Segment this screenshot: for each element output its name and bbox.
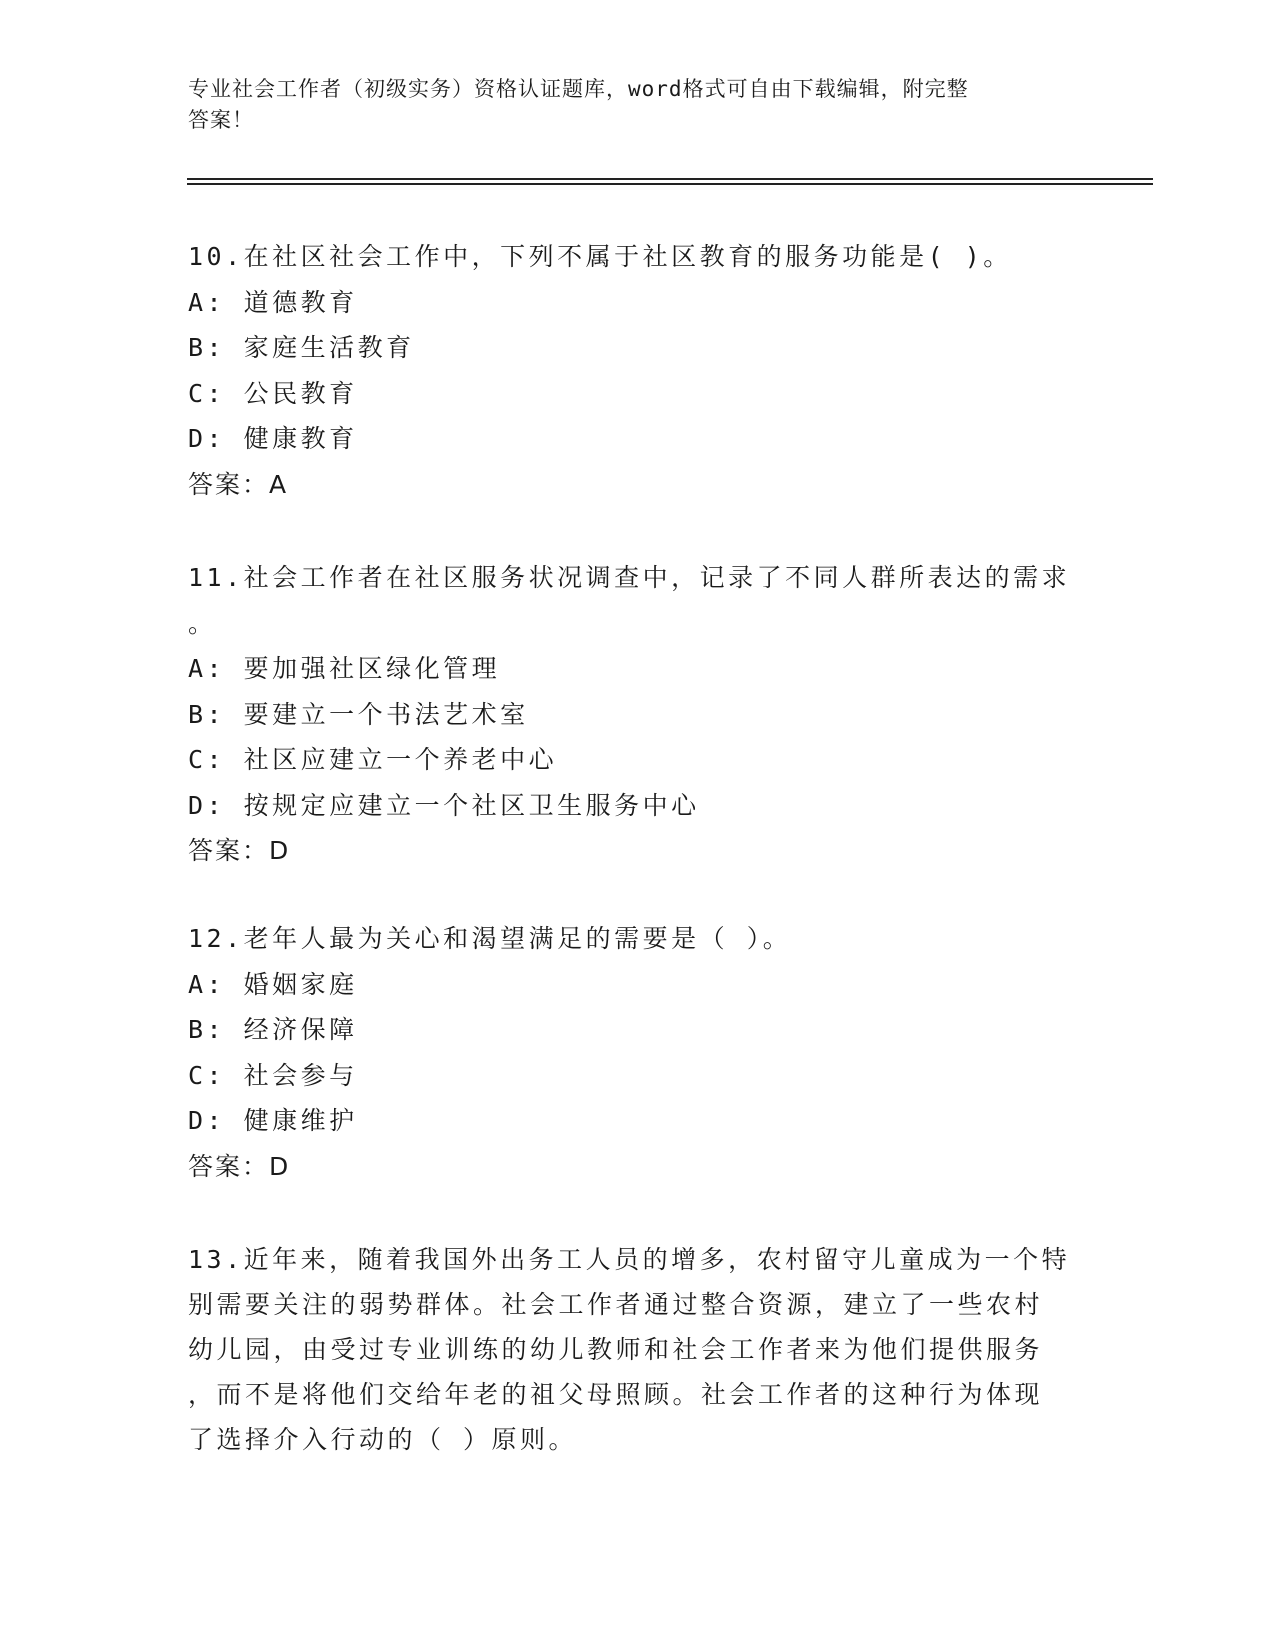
header-divider-bottom: [187, 183, 1153, 185]
question-stem-line-5: 了选择介入行动的（ ）原则。: [188, 1425, 578, 1454]
answer-text: 答案：D: [188, 836, 291, 865]
option-b: B: 要建立一个书法艺术室: [188, 699, 529, 729]
option-d: D: 健康维护: [188, 1106, 358, 1135]
question-11: [188, 555, 1088, 874]
answer-text: 答案：A: [188, 469, 289, 499]
question-stem: 10.在社区社会工作中，下列不属于社区教育的服务功能是( )。: [188, 242, 1012, 271]
question-stem-line-1: 13.近年来，随着我国外出务工人员的增多，农村留守儿童成为一个特: [188, 1245, 1071, 1274]
option-c: C: 公民教育: [188, 378, 358, 408]
question-stem-line-3: 幼儿园，由受过专业训练的幼儿教师和社会工作者来为他们提供服务: [188, 1335, 1044, 1364]
option-b: B: 家庭生活教育: [188, 333, 415, 362]
option-a: A: 道德教育: [188, 287, 358, 317]
option-d: D: 健康教育: [188, 424, 358, 453]
question-13: [188, 1237, 1088, 1462]
document-header: [188, 74, 1078, 136]
question-stem-line-2: 。: [188, 608, 217, 638]
question-10: [188, 234, 1088, 507]
question-stem-line-1: 11.社会工作者在社区服务状况调查中，记录了不同人群所表达的需求: [188, 563, 1071, 592]
header-line-2: 答案！: [188, 108, 254, 132]
option-a: A: 婚姻家庭: [188, 969, 358, 999]
header-divider-top: [187, 178, 1153, 180]
option-c: C: 社会参与: [188, 1060, 358, 1090]
option-d: D: 按规定应建立一个社区卫生服务中心: [188, 790, 700, 820]
option-a: A: 要加强社区绿化管理: [188, 654, 501, 683]
header-line-1: 专业社会工作者（初级实务）资格认证题库，word格式可自由下载编辑，附完整: [188, 77, 969, 101]
question-12: [188, 916, 1088, 1189]
question-stem-line-2: 别需要关注的弱势群体。社会工作者通过整合资源，建立了一些农村: [188, 1290, 1044, 1319]
question-stem-line-4: ，而不是将他们交给年老的祖父母照顾。社会工作者的这种行为体现: [188, 1380, 1044, 1409]
question-stem: 12.老年人最为关心和渴望满足的需要是（ ）。: [188, 924, 792, 953]
option-c: C: 社区应建立一个养老中心: [188, 745, 558, 774]
option-b: B: 经济保障: [188, 1015, 358, 1044]
answer-text: 答案：D: [188, 1151, 291, 1181]
